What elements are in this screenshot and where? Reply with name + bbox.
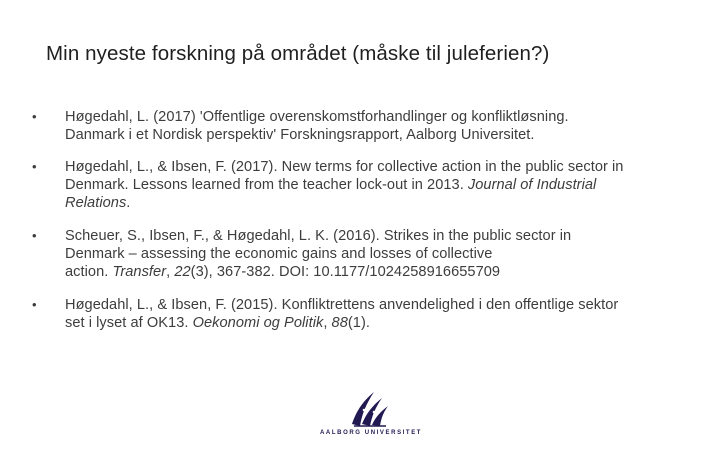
reference-item bbox=[30, 296, 690, 332]
reference-text: . bbox=[126, 195, 131, 211]
reference-italic-text: Oekonomi og Politik bbox=[192, 315, 324, 331]
reference-text: Scheuer, S., Ibsen, F., & Høgedahl, L. K. (2016). Strikes in the public sector in bbox=[65, 228, 572, 244]
reference-item bbox=[30, 227, 690, 281]
reference-line bbox=[65, 176, 690, 194]
reference-line bbox=[65, 314, 690, 332]
reference-line bbox=[65, 126, 690, 144]
reference-line bbox=[65, 108, 690, 126]
bullet-icon: • bbox=[32, 109, 37, 124]
page-title: Min nyeste forskning på området (måske til juleferien?) bbox=[46, 42, 550, 65]
reference-line bbox=[65, 245, 690, 263]
reference-item bbox=[30, 158, 690, 212]
reference-text: Denmark – assessing the economic gains and losses of collective bbox=[65, 246, 493, 262]
reference-text: Danmark i et Nordisk perspektiv' Forskningsrapport, Aalborg Universitet. bbox=[65, 127, 535, 143]
reference-text: Høgedahl, L. (2017) 'Offentlige overenskomstforhandlinger og konfliktløsning. bbox=[65, 109, 569, 125]
bullet-icon: • bbox=[32, 159, 37, 174]
reference-italic-text: Journal of Industrial bbox=[467, 177, 597, 193]
reference-line bbox=[65, 158, 690, 176]
reference-text: , bbox=[166, 264, 175, 280]
reference-italic-text: 88 bbox=[331, 315, 348, 331]
university-logo bbox=[320, 388, 423, 444]
reference-text: (1). bbox=[347, 315, 370, 331]
reference-text: Høgedahl, L., & Ibsen, F. (2015). Konfliktrettens anvendelighed i den offentlige sektor bbox=[65, 297, 619, 313]
logo-wordmark: AALBORG UNIVERSITET bbox=[320, 430, 423, 436]
reference-line bbox=[65, 296, 690, 314]
reference-line bbox=[65, 194, 690, 212]
reference-text: Denmark. Lessons learned from the teacher lock-out in 2013. bbox=[65, 177, 468, 193]
reference-text: , bbox=[323, 315, 332, 331]
reference-italic-text: 22 bbox=[174, 264, 191, 280]
reference-list bbox=[30, 108, 690, 332]
bullet-icon: • bbox=[32, 297, 37, 312]
reference-item bbox=[30, 108, 690, 144]
reference-line bbox=[65, 227, 690, 245]
reference-text: Høgedahl, L., & Ibsen, F. (2017). New terms for collective action in the public sector in bbox=[65, 159, 624, 175]
aalborg-university-logo-icon bbox=[348, 388, 392, 428]
bullet-icon: • bbox=[32, 228, 37, 243]
reference-line bbox=[65, 263, 690, 281]
reference-text: set i lyset af OK13. bbox=[65, 315, 193, 331]
reference-text: action. bbox=[65, 264, 113, 280]
reference-italic-text: Transfer bbox=[112, 264, 167, 280]
reference-italic-text: Relations bbox=[65, 195, 127, 211]
reference-text: (3), 367-382. DOI: 10.1177/1024258916655709 bbox=[190, 264, 501, 280]
